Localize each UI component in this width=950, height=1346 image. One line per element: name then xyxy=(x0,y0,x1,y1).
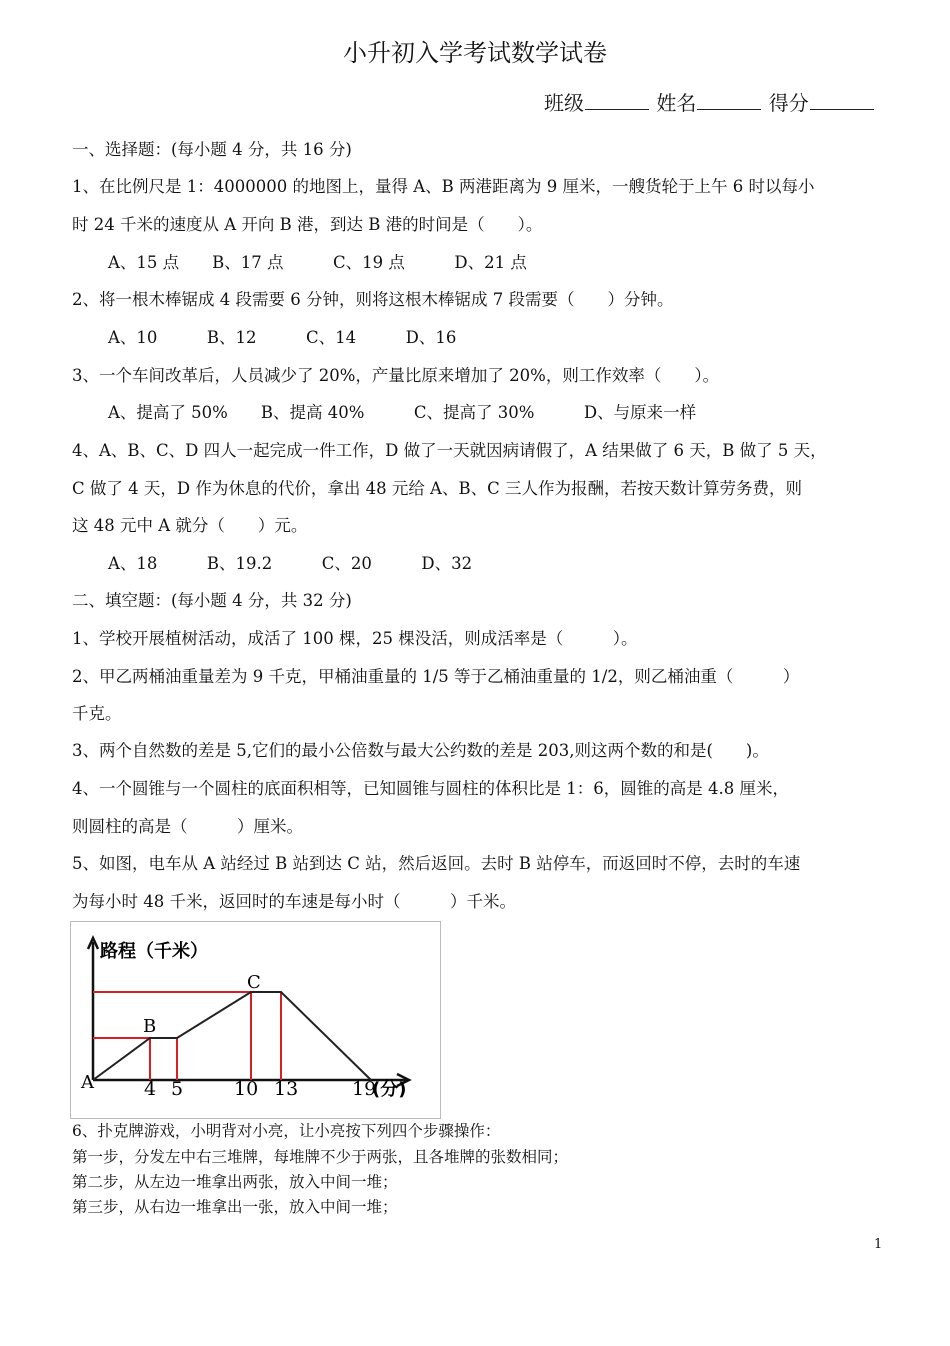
s2-q5-line2: 为每小时 48 千米，返回时的车速是每小时（ ）千米。 xyxy=(72,892,516,911)
distance-time-graph xyxy=(71,922,440,1118)
s2-q6-step2: 第二步，从左边一堆拿出两张，放入中间一堆； xyxy=(72,1173,398,1191)
s2-q6-line1: 6、扑克牌游戏，小明背对小亮，让小亮按下列四个步骤操作： xyxy=(72,1122,501,1140)
s1-q1-line1: 1、在比例尺是 1：4000000 的地图上，量得 A、B 两港距离为 9 厘米，一艘货轮于上午 6 时以每小 xyxy=(72,177,815,196)
score-label: 得分 xyxy=(768,91,809,115)
s1-q3-options: A、提高了 50% B、提高 40% C、提高了 30% D、与原来一样 xyxy=(108,403,697,422)
score-blank[interactable] xyxy=(810,91,874,110)
s2-q2-line1: 2、甲乙两桶油重量差为 9 千克，甲桶油重量的 1/5 等于乙桶油重量的 1/2，则乙桶油重（ ） xyxy=(72,667,800,686)
s1-q1-options: A、15 点 B、17 点 C、19 点 D、21 点 xyxy=(108,253,527,272)
s1-q3-line1: 3、一个车间改革后，人员减少了 20%，产量比原来增加了 20%，则工作效率（ ）。 xyxy=(72,366,720,385)
s2-q6-step3: 第三步，从右边一堆拿出一张，放入中间一堆； xyxy=(72,1198,398,1216)
page-title: 小升初入学考试数学试卷 xyxy=(343,39,607,67)
tick-label-13: 13 xyxy=(274,1078,299,1100)
s2-q6-step1: 第一步，分发左中右三堆牌，每堆牌不少于两张，且各堆牌的张数相同； xyxy=(72,1148,569,1166)
name-label: 姓名 xyxy=(656,91,697,115)
s1-q4-line1: 4、A、B、C、D 四人一起完成一件工作，D 做了一天就因病请假了，A 结果做了 6 天，B 做了 5 天， xyxy=(72,441,827,460)
section2-heading: 二、填空题：(每小题 4 分，共 32 分) xyxy=(72,591,352,610)
point-a-label: A xyxy=(81,1072,94,1093)
s1-q4-line3: 这 48 元中 A 就分（ ）元。 xyxy=(72,516,308,535)
point-b-label: B xyxy=(143,1016,157,1037)
x-axis-label: (分) xyxy=(372,1079,407,1100)
tick-label-10: 10 xyxy=(234,1078,259,1100)
s2-q5-line1: 5、如图，电车从 A 站经过 B 站到达 C 站，然后返回。去时 B 站停车，而返回时不停，去时的车速 xyxy=(72,854,801,873)
tick-label-5: 5 xyxy=(171,1078,184,1100)
s1-q1-line2: 时 24 千米的速度从 A 开向 B 港，到达 B 港的时间是（ ）。 xyxy=(72,215,543,234)
travel-path xyxy=(93,992,371,1080)
name-blank[interactable] xyxy=(697,91,761,110)
student-info-line xyxy=(544,90,875,116)
tick-label-4: 4 xyxy=(144,1078,157,1100)
y-axis-label: 路程（千米） xyxy=(100,941,208,962)
class-label: 班级 xyxy=(544,91,584,115)
distance-time-figure xyxy=(70,921,441,1119)
page-number: 1 xyxy=(874,1237,883,1252)
s2-q3-line1: 3、两个自然数的差是 5,它们的最小公倍数与最大公约数的差是 203,则这两个数的和是( )。 xyxy=(72,741,769,760)
s1-q2-options: A、10 B、12 C、14 D、16 xyxy=(108,328,457,347)
s1-q4-options: A、18 B、19.2 C、20 D、32 xyxy=(108,554,473,573)
point-c-label: C xyxy=(247,972,261,993)
s1-q2-line1: 2、将一根木棒锯成 4 段需要 6 分钟，则将这根木棒锯成 7 段需要（ ）分钟。 xyxy=(72,290,674,309)
s2-q4-line1: 4、一个圆锥与一个圆柱的底面积相等，已知圆锥与圆柱的体积比是 1：6，圆锥的高是 4.8 厘米， xyxy=(72,779,789,798)
class-blank[interactable] xyxy=(585,91,649,110)
section1-heading: 一、选择题：(每小题 4 分，共 16 分) xyxy=(72,140,352,159)
s2-q2-line2: 千克。 xyxy=(72,704,122,723)
s2-q4-line2: 则圆柱的高是（ ）厘米。 xyxy=(72,817,303,836)
tick-label-19: 19 xyxy=(352,1078,377,1100)
s2-q1-line1: 1、学校开展植树活动，成活了 100 棵，25 棵没活，则成活率是（ ）。 xyxy=(72,629,638,648)
s1-q4-line2: C 做了 4 天，D 作为休息的代价，拿出 48 元给 A、B、C 三人作为报酬，若按天数计算劳务费，则 xyxy=(72,479,802,498)
